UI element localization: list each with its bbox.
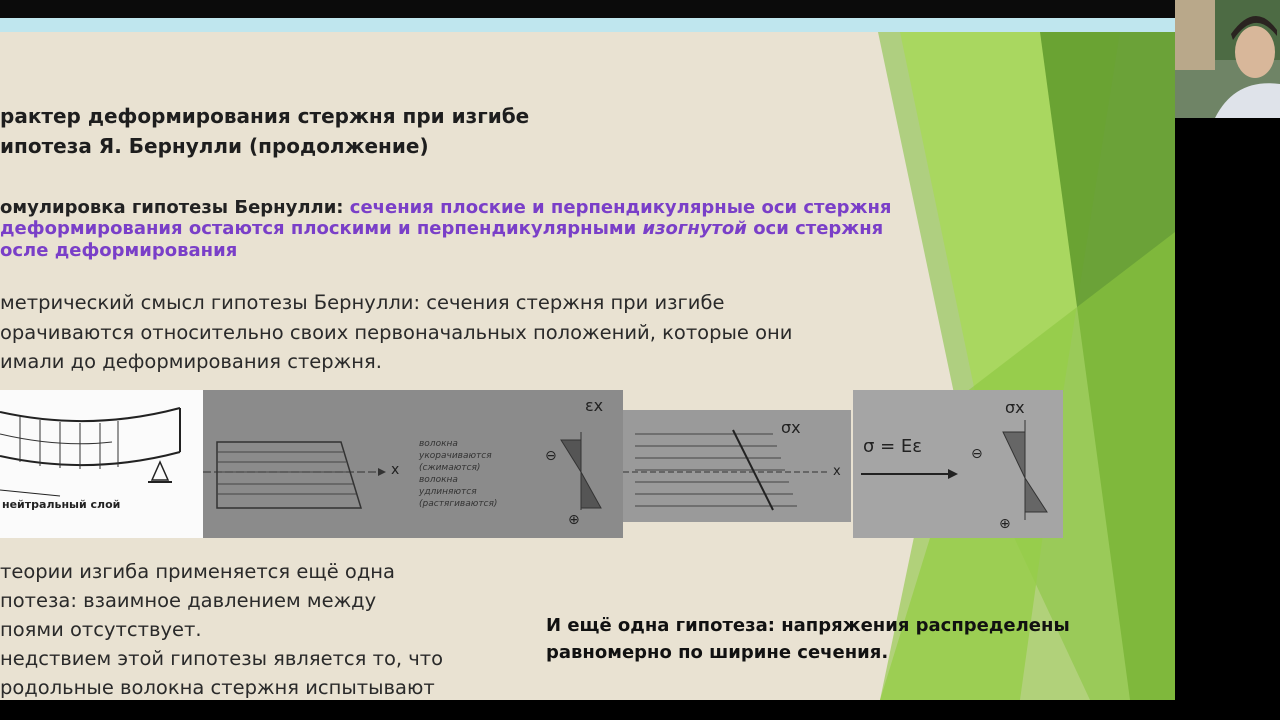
formulation-label: омулировка гипотезы Бернулли: [0, 197, 350, 218]
figure-bent-beam [0, 390, 203, 538]
annot-line: волокна [419, 475, 458, 485]
window-title-strip [0, 18, 1175, 32]
sigma-x-label: σx [1005, 398, 1025, 417]
geom-line3: имали до деформирования стержня. [0, 350, 382, 373]
webcam-thumbnail [1175, 0, 1280, 118]
x-axis-label: x [391, 462, 400, 478]
presentation-slide [0, 32, 1175, 700]
formulation-text-1: сечения плоские и перпендикулярные оси стержня [349, 197, 892, 218]
bottom-line5: родольные волокна стержня испытывают [0, 676, 435, 699]
bottom-line4: недствием этой гипотезы является то, что [0, 647, 444, 670]
note-line2: равномерно по ширине сечения. [546, 642, 889, 663]
figure-stress-diagram [853, 390, 1063, 538]
minus-sign-2: ⊖ [971, 446, 983, 462]
epsilon-label: εx [585, 396, 604, 415]
note-line1: И ещё одна гипотеза: напряжения распределены [546, 615, 1070, 636]
formulation-text-2c: оси стержня [746, 218, 884, 239]
formulation-text-2b: изогнутой [642, 218, 747, 239]
top-black-bar [0, 0, 1175, 18]
sigma-label: σx [781, 418, 801, 437]
annot-line: удлиняются [419, 487, 477, 497]
slide-title-line1: рактер деформирования стержня при изгибе [0, 104, 530, 128]
bottom-line3: поями отсутствует. [0, 618, 202, 641]
formulation-line3: осле деформирования [0, 240, 238, 261]
fiber-annotation [419, 438, 497, 510]
annot-line: (растягиваются) [419, 499, 498, 509]
bottom-line1: теории изгиба применяется ещё одна [0, 560, 396, 583]
formulation-line2 [0, 218, 883, 239]
annot-line: волокна [419, 439, 458, 449]
bottom-black-bar [0, 700, 1280, 720]
slide-title-line2: ипотеза Я. Бернулли (продолжение) [0, 134, 429, 158]
bottom-line2: потеза: взаимное давлением между [0, 589, 377, 612]
right-black-bar [1175, 118, 1280, 720]
plus-sign-2: ⊕ [999, 516, 1011, 532]
hooke-formula: σ = Eε [863, 436, 923, 457]
geom-line2: орачиваются относительно своих первоначальных положений, которые они [0, 321, 793, 344]
figure-strain-diagram [203, 390, 623, 538]
annot-line: (сжимаются) [419, 463, 481, 473]
formulation-text-2a: деформирования остаются плоскими и перпендикулярными [0, 218, 643, 239]
neutral-layer-label: нейтральный слой [2, 498, 121, 511]
figure-rotated-sections [623, 410, 851, 522]
annot-line: укорачиваются [419, 451, 492, 461]
plus-sign: ⊕ [568, 512, 580, 528]
x-axis-label-2: x [833, 464, 841, 479]
formulation-line1 [0, 197, 891, 218]
minus-sign: ⊖ [545, 448, 557, 464]
geom-line1: метрический смысл гипотезы Бернулли: сечения стержня при изгибе [0, 291, 725, 314]
